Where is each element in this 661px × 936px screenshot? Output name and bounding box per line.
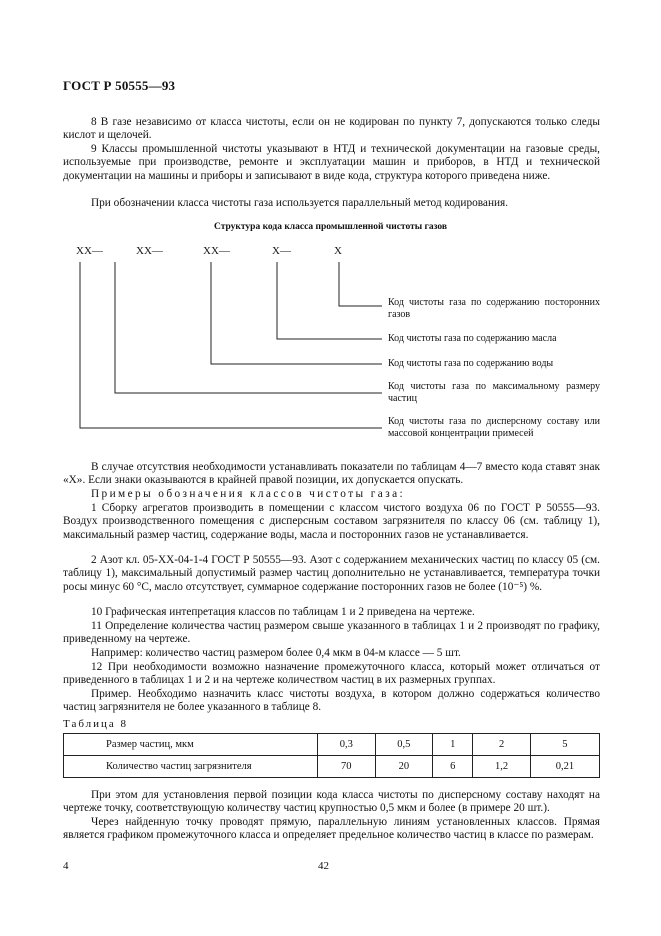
footer-page-left: 4: [63, 860, 69, 872]
code-segment-4: Х—: [272, 245, 291, 257]
example-2: 2 Азот кл. 05-ХХ-04-1-4 ГОСТ Р 50555—93. Азот с содержанием механических частиц по классу 05 (см. таблицу 1), максимальный допустимый размер частиц дополнительно не устанавливается, температура точки росы минус 60 °С, масло отсутствует, суммарное содержание посторонних газов не более (10⁻⁵) %.: [63, 554, 600, 593]
code-segment-1: ХХ—: [76, 245, 103, 257]
table-8: [63, 733, 600, 778]
table-cell: 0,5: [375, 734, 433, 756]
table-row-label: Количество частиц загрязнителя: [64, 756, 318, 778]
table-cell: 20: [375, 756, 433, 778]
example-1: 1 Сборку агрегатов производить в помещении с классом чистого воздуха 06 по ГОСТ Р 50555—93. Воздух производственного помещения с дисперсным составом загрязнителя по классу 06 (см. таблицу 1), максимальный размер частиц, содержание воды, масла и посторонних газов не устанавливается.: [63, 502, 600, 541]
table-cell: 70: [318, 756, 376, 778]
code-label-max-particle: Код чистоты газа по максимальному размеру частиц: [388, 381, 600, 405]
paragraph-11-example: Например: количество частиц размером более 0,4 мкм в 04-м классе — 5 шт.: [91, 647, 461, 659]
paragraph-12: 12 При необходимости возможно назначение промежуточного класса, который может отличаться от приведенного в таблицах 1 и 2 и на чертеже количеством частиц в их размерных группах.: [63, 661, 600, 687]
examples-title: Примеры обозначения классов чистоты газа:: [91, 488, 406, 500]
table-cell: 0,3: [318, 734, 376, 756]
code-segment-3: ХХ—: [203, 245, 230, 257]
table-row-label: Размер частиц, мкм: [64, 734, 318, 756]
paragraph-12-example: Пример. Необходимо назначить класс чистоты воздуха, в котором должно содержаться количество частиц загрязнителя не более указанного в таблице 8.: [63, 688, 600, 714]
code-label-foreign-gases: Код чистоты газа по содержанию посторонних газов: [388, 297, 600, 321]
code-label-dispersion: Код чистоты газа по дисперсному составу или массовой концентрации примесей: [388, 416, 600, 440]
paragraph-9: 9 Классы промышленной чистоты указывают в НТД и технической документации на газовые среды, используемые при производстве, ремонте и эксплуатации машин и приборов, в НТД и технической документации на машины и приборы и записывают в виде кода, структура которого приведена ниже.: [63, 143, 600, 182]
paragraph-8: 8 В газе независимо от класса чистоты, если он не кодирован по пункту 7, допускаются только следы кислот и щелочей.: [63, 116, 600, 142]
table-row: [64, 734, 600, 756]
paragraph-9-method: При обозначении класса чистоты газа используется параллельный метод кодирования.: [91, 197, 509, 209]
table-8-caption: Таблица 8: [63, 718, 129, 730]
paragraph-10: 10 Графическая интепретация классов по таблицам 1 и 2 приведена на чертеже.: [91, 606, 475, 618]
code-label-water: Код чистоты газа по содержанию воды: [388, 358, 554, 369]
leader-line-2: [115, 262, 382, 393]
table-cell: 0,21: [530, 756, 599, 778]
table-cell: 1: [433, 734, 473, 756]
paragraph-after-2: Через найденную точку проводят прямую, параллельную линиям установленных классов. Прямая является графиком промежуточного класса и определяет предельное количество частиц в классе по размерам.: [63, 816, 600, 842]
table-cell: 1,2: [473, 756, 531, 778]
table-row: [64, 756, 600, 778]
table-cell: 5: [530, 734, 599, 756]
leader-line-4: [277, 262, 382, 339]
diagram-title: Структура кода класса промышленной чистоты газов: [213, 222, 448, 232]
paragraph-11: 11 Определение количества частиц размером свыше указанного в таблицах 1 и 2 производят по графику, приведенному на чертеже.: [63, 620, 600, 646]
code-segment-5: Х: [334, 245, 342, 257]
footer-page-number: 42: [318, 860, 329, 872]
document-header: ГОСТ Р 50555—93: [63, 78, 176, 93]
leader-line-3: [211, 262, 382, 364]
table-cell: 2: [473, 734, 531, 756]
code-segment-2: ХХ—: [136, 245, 163, 257]
paragraph-absence: В случае отсутствия необходимости устанавливать показатели по таблицам 4—7 вместо кода ставят знак «Х». Если знаки оказываются в крайней правой позиции, их допускается опускать.: [63, 461, 600, 487]
paragraph-after-1: При этом для установления первой позиции кода класса чистоты по дисперсному составу находят на чертеже точку, соответствующую количеству частиц крупностью 0,5 мкм и более (в примере 20 шт.).: [63, 789, 600, 815]
table-cell: 6: [433, 756, 473, 778]
leader-line-5: [339, 262, 382, 306]
code-label-oil: Код чистоты газа по содержанию масла: [388, 333, 557, 344]
leader-line-1: [80, 262, 382, 428]
